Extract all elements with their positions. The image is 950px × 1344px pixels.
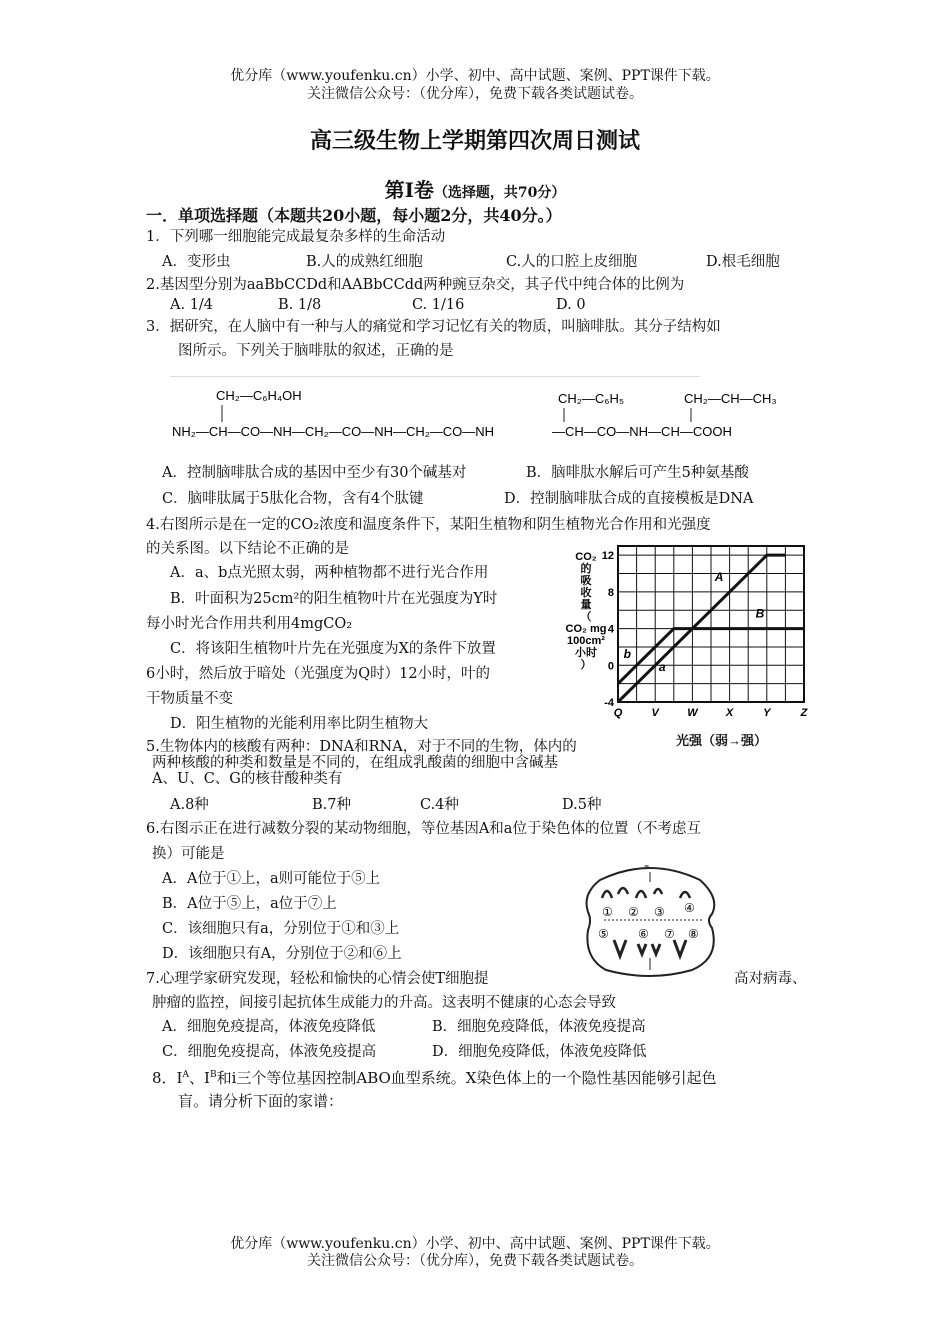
q4-option-c-1: C．将该阳生植物叶片先在光强度为X的条件下放置: [170, 641, 496, 657]
y-axis-label-line: CO₂ mg: [565, 623, 607, 635]
q6-option-b: B．A位于⑤上，a位于⑦上: [162, 896, 337, 912]
q4-option-a: A．a、b点光照太弱，两种植物都不进行光合作用: [170, 565, 489, 581]
allele-ib-sup: B: [209, 1070, 217, 1080]
upper-chromosome-arms: [602, 888, 690, 898]
x-axis-label: 光强（弱→强）: [676, 733, 768, 748]
chromosome-label-4: ④: [684, 901, 695, 915]
series-label-A: A: [714, 569, 724, 584]
formula-side-chain-2: CH₂—C₆H₅: [558, 391, 625, 406]
footer-line-2: 关注微信公众号：（优分库），免费下载各类试题试卷。: [307, 1253, 643, 1269]
x-tick-label: W: [687, 707, 698, 719]
photosynthesis-chart: [560, 538, 820, 748]
chromosome-label-2: ②: [628, 905, 639, 919]
y-tick-label: 12: [601, 550, 614, 563]
lower-chromosome-arms: [614, 940, 686, 956]
q5-option-a: A.8种: [170, 797, 209, 813]
q3-option-a: A．控制脑啡肽合成的基因中至少有30个碱基对: [162, 465, 467, 481]
q4-stem-1: 4.右图所示是在一定的CO₂浓度和温度条件下，某阳生植物和阴生植物光合作用和光强度: [146, 517, 711, 533]
y-axis-label-line: ）: [580, 659, 592, 671]
q6-option-c: C．该细胞只有a，分别位于①和③上: [162, 921, 400, 937]
y-tick-label: 0: [607, 660, 614, 673]
q5-option-d: D.5种: [562, 797, 602, 813]
formula-chain-right: —CH—CO—NH—CH—COOH: [552, 424, 732, 439]
q2-option-b: B. 1/8: [278, 297, 322, 313]
enkephalin-structure: [160, 376, 820, 448]
y-axis-label-line: 收: [580, 587, 592, 599]
q1-option-a: A．变形虫: [162, 254, 231, 270]
series-label-B: B: [755, 606, 765, 621]
y-axis-label-line: CO₂: [575, 551, 597, 563]
x-tick-label: Z: [800, 707, 808, 719]
q5-stem-2: 两种核酸的种类和数量是不同的，在组成乳酸菌的细胞中含碱基: [152, 755, 558, 771]
q7-stem-1a: 7.心理学家研究发现，轻松和愉快的心情会使T细胞提: [146, 971, 489, 987]
q8-stem-rest: 三个等位基因控制ABO血型系统。X染色体上的一个隐性基因能够引起色: [236, 1069, 717, 1087]
volume-main: 第Ⅰ卷: [384, 178, 434, 202]
formula-chain-left: NH₂—CH—CO—NH—CH₂—CO—NH—CH₂—CO—NH: [172, 424, 495, 439]
section-heading: 一．单项选择题（本题共20小题，每小题2分，共40分。）: [146, 206, 562, 225]
y-axis-label-line: 量: [580, 599, 592, 611]
q1-option-d: D.根毛细胞: [706, 254, 780, 270]
chromosome-label-7: ⑦: [664, 927, 675, 941]
y-axis-label-line: 小时: [575, 647, 597, 659]
allele-ia: I: [176, 1069, 183, 1087]
y-tick-label: 8: [607, 586, 614, 599]
q3-stem-2: 图所示。下列关于脑啡肽的叙述，正确的是: [178, 343, 454, 359]
meiosis-cell-figure: [580, 858, 722, 980]
q6-stem-2: 换）可能是: [152, 846, 225, 862]
q5-stem-3: A、U、C、G的核苷酸种类有: [152, 771, 343, 787]
chromosome-label-3: ③: [654, 905, 665, 919]
x-tick-label: X: [725, 707, 734, 719]
allele-ia-sup: A: [182, 1070, 189, 1080]
q1-option-b: B.人的成熟红细胞: [306, 254, 423, 270]
x-tick-labels: [614, 707, 809, 719]
q3-option-d: D．控制脑啡肽合成的直接模板是DNA: [504, 491, 754, 507]
q6-option-d: D．该细胞只有A，分别位于②和⑥上: [162, 946, 402, 962]
x-tick-label: Y: [763, 707, 771, 719]
chromosome-label-8: ⑧: [688, 927, 699, 941]
q7-option-c: C．细胞免疫提高，体液免疫提高: [162, 1044, 377, 1060]
q8-stem-1: [152, 1064, 717, 1089]
allele-ib: I: [204, 1069, 210, 1087]
q1-option-c: C.人的口腔上皮细胞: [506, 254, 638, 270]
q2-option-a: A. 1/4: [170, 297, 214, 313]
chromosome-label-1: ①: [602, 905, 613, 919]
footer-line-1: 优分库（www.youfenku.cn）小学、初中、高中试题、案例、PPT课件下载。: [230, 1236, 720, 1252]
y-axis-label-line: （: [580, 611, 592, 623]
y-axis-label: [566, 551, 607, 671]
x-tick-label: V: [651, 707, 659, 719]
q4-option-b-1: B．叶面积为25cm²的阳生植物叶片在光强度为Y时: [170, 591, 498, 607]
page-title: 高三级生物上学期第四次周日测试: [309, 128, 640, 154]
q3-option-c: C．脑啡肽属于5肽化合物，含有4个肽键: [162, 491, 424, 507]
q2-option-c: C. 1/16: [412, 297, 465, 313]
chromosome-label-5: ⑤: [598, 927, 609, 941]
q7-stem-1b: 高对病毒、: [734, 971, 807, 987]
q6-option-a: A．A位于①上，a则可能位于⑤上: [162, 871, 381, 887]
q5-option-b: B.7种: [312, 797, 351, 813]
point-label-a: a: [658, 659, 666, 674]
y-axis-label-line: 的: [580, 563, 592, 575]
y-tick-label: 4: [607, 623, 614, 636]
q8-stem-2: 盲。请分析下面的家谱：: [178, 1092, 344, 1110]
q4-option-c-2: 6小时，然后放于暗处（光强度为Q时）12小时，叶的: [146, 666, 491, 682]
formula-side-chain-1: CH₂—C₆H₄OH: [216, 388, 302, 403]
q8-separator-1: 、: [188, 1069, 204, 1087]
chart-grid: [618, 546, 804, 702]
header-line-2: 关注微信公众号：（优分库），免费下载各类试题试卷。: [307, 86, 643, 102]
header-line-1: 优分库（www.youfenku.cn）小学、初中、高中试题、案例、PPT课件下载。: [230, 68, 720, 84]
volume-title: [0, 174, 950, 203]
q7-option-b: B．细胞免疫降低，体液免疫提高: [432, 1019, 646, 1035]
volume-sub: （选择题，共70分）: [433, 185, 566, 201]
y-axis-label-line: 100cm²: [567, 635, 605, 647]
point-label-b: b: [623, 646, 631, 661]
y-tick-label: -4: [604, 697, 614, 709]
q4-option-b-2: 每小时光合作用共利用4mgCO₂: [146, 616, 353, 632]
q7-option-d: D．细胞免疫降低，体液免疫降低: [432, 1044, 647, 1060]
q2-stem: 2.基因型分别为aaBbCCDd和AABbCCdd两种豌豆杂交，其子代中纯合体的比例为: [146, 277, 685, 293]
q2-option-d: D. 0: [556, 297, 586, 313]
q7-stem-2: 肿瘤的监控，间接引起抗体生成能力的升高。这表明不健康的心态会导致: [152, 995, 616, 1011]
q3-stem-1: 3．据研究，在人脑中有一种与人的痛觉和学习记忆有关的物质，叫脑啡肽。其分子结构如: [146, 319, 721, 335]
q3-option-b: B．脑啡肽水解后可产生5种氨基酸: [526, 465, 749, 481]
q8-number: 8．: [152, 1069, 177, 1087]
q8-separator-2: 和i: [216, 1069, 237, 1087]
q1-stem: 1．下列哪一细胞能完成最复杂多样的生命活动: [146, 229, 446, 245]
q6-stem-1: 6.右图示正在进行减数分裂的某动物细胞，等位基因A和a位于染色体的位置（不考虑互: [146, 821, 701, 837]
q5-option-c: C.4种: [420, 797, 459, 813]
q7-option-a: A．细胞免疫提高，体液免疫降低: [162, 1019, 376, 1035]
q4-option-d: D．阳生植物的光能利用率比阴生植物大: [170, 716, 429, 732]
q4-stem-2: 的关系图。以下结论不正确的是: [146, 541, 349, 557]
y-axis-label-line: 吸: [580, 575, 592, 587]
formula-side-chain-3: CH₂—CH—CH₃: [684, 391, 777, 406]
chromosome-label-6: ⑥: [638, 927, 649, 941]
spindle-pole-top: ⁼: [644, 863, 650, 874]
q4-option-c-3: 干物质量不变: [146, 691, 233, 707]
x-tick-label: Q: [613, 707, 623, 719]
q5-stem-1: 5.生物体内的核酸有两种：DNA和RNA，对于不同的生物，体内的: [146, 739, 577, 755]
